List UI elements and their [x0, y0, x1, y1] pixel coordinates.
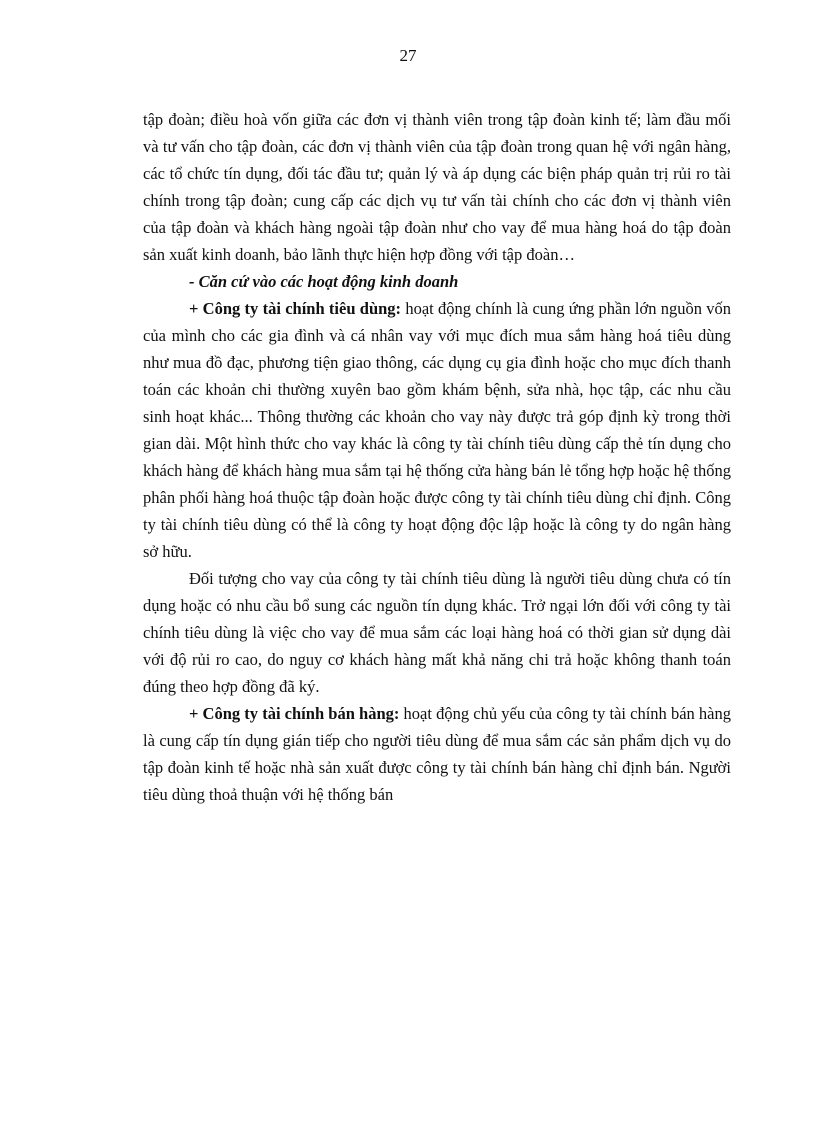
paragraph-borrowers: Đối tượng cho vay của công ty tài chính tiêu dùng là người tiêu dùng chưa có tín dụng hoặc có nhu cầu bổ sung các nguồn tín dụng khác. Trở ngại lớn đối với công ty tài chính tiêu dùng là việc cho vay để mua sắm các loại hàng hoá có thời gian sử dụng dài với độ rủi ro cao, do nguy cơ khách hàng mất khả năng chi trả hoặc không thanh toán đúng theo hợp đồng đã ký. [143, 569, 731, 696]
section-heading: - Căn cứ vào các hoạt động kinh doanh [189, 272, 459, 291]
paragraph-body-consumer-finance: hoạt động chính là cung ứng phần lớn nguồn vốn của mình cho các gia đình và cá nhân vay với mục đích mua sắm hàng hoá tiêu dùng như mua đồ đạc, phương tiện giao thông, các dụng cụ gia đình hoặc cho mục đích thanh toán các khoản chi thường xuyên bao gồm khám bệnh, sửa nhà, học tập, các nhu cầu sinh hoạt khác... Thông thường các khoản cho vay này được trả góp định kỳ trong thời gian dài. Một hình thức cho vay khác là công ty tài chính tiêu dùng cấp thẻ tín dụng cho khách hàng để khách hàng mua sắm tại hệ thống cửa hàng bán lẻ tổng hợp hoặc hệ thống phân phối hàng hoá thuộc tập đoàn hoặc được công ty tài chính tiêu dùng chỉ định. Công ty tài chính tiêu dùng có thể là công ty hoạt động độc lập hoặc là công ty do ngân hàng sở hữu. [143, 299, 732, 561]
paragraph-lead-consumer-finance: + Công ty tài chính tiêu dùng: [189, 299, 402, 318]
paragraph-continuation: tập đoàn; điều hoà vốn giữa các đơn vị thành viên trong tập đoàn kinh tế; làm đầu mối và tư vấn cho tập đoàn, các đơn vị thành viên của tập đoàn trong quan hệ với ngân hàng, các tổ chức tín dụng, đối tác đầu tư; quản lý và áp dụng các biện pháp quản trị rủi ro tài chính trong tập đoàn; cung cấp các dịch vụ tư vấn tài chính cho các đơn vị thành viên của tập đoàn và khách hàng ngoài tập đoàn như cho vay để mua hàng hoá do tập đoàn sản xuất kinh doanh, bảo lãnh thực hiện hợp đồng với tập đoàn… [143, 110, 731, 264]
paragraph-lead-sales-finance: + Công ty tài chính bán hàng: [189, 704, 400, 723]
paragraph-sales-finance [143, 700, 731, 808]
paragraph-body-sales-finance: hoạt động chủ yếu của công ty tài chính bán hàng là cung cấp tín dụng gián tiếp cho người tiêu dùng để mua sắm các sản phẩm dịch vụ do tập đoàn kinh tế hoặc nhà sản xuất được công ty tài chính bán hàng chỉ định bán. Người tiêu dùng thoả thuận với hệ thống bán [143, 704, 731, 804]
paragraph-consumer-finance [143, 295, 731, 565]
document-body [143, 106, 731, 808]
page-number: 27 [399, 46, 417, 65]
